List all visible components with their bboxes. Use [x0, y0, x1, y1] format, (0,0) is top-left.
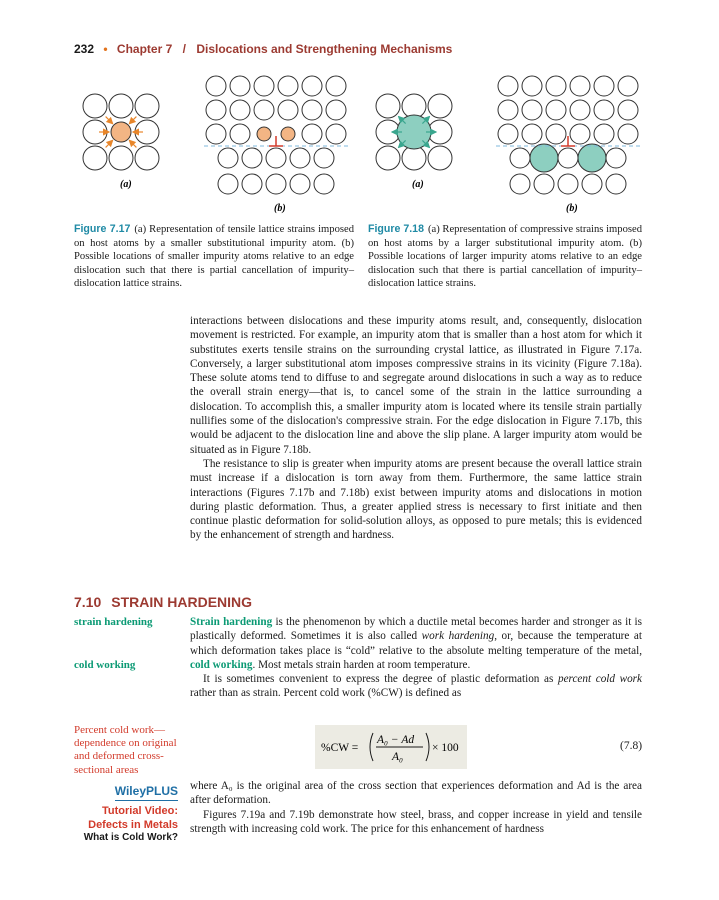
host-atom — [558, 174, 578, 194]
impurity-atom — [257, 127, 271, 141]
host-atom — [135, 94, 159, 118]
figure-7-18-caption — [368, 223, 642, 291]
host-atom — [402, 146, 426, 170]
equation-denominator: A₀ — [392, 751, 404, 763]
text-run: , or, because the temperature at which deformation takes place is “cold” relative to the absolute melting temperature of the metal, — [190, 630, 642, 657]
host-atom — [242, 174, 262, 194]
host-atom — [326, 76, 346, 96]
impurity-atom — [530, 144, 558, 172]
margin-term-strain-hardening: strain hardening — [74, 616, 153, 628]
tutorial-question: What is Cold Work? — [83, 832, 178, 843]
host-atom — [618, 100, 638, 120]
figure-7-18a-diagram — [376, 94, 452, 170]
host-atom — [594, 124, 614, 144]
figure-7-17b-diagram — [204, 76, 348, 194]
strain-hardening-paragraph — [190, 615, 642, 672]
strain-arrow — [129, 117, 136, 124]
host-atom — [302, 124, 322, 144]
text-run: It is sometimes convenient to express the degree of plastic deformation as — [203, 673, 558, 686]
equation-number: (7.8) — [620, 740, 643, 752]
host-atom — [522, 124, 542, 144]
host-atom — [510, 174, 530, 194]
right-paren — [426, 733, 429, 761]
host-atom — [206, 124, 226, 144]
host-atom — [428, 94, 452, 118]
host-atom — [290, 148, 310, 168]
percent-cw-paragraph — [190, 672, 642, 701]
host-atom — [402, 94, 426, 118]
host-atom — [314, 174, 334, 194]
host-atom — [206, 100, 226, 120]
text-run: is the phenomenon by which a ductile metal becomes harder and stronger as it is plastically deformed. Sometimes it is also called — [190, 616, 643, 643]
area-definition-paragraph: where A₀ is the original area of the cross section that experiences deformation and Ad is the area after deformation. — [190, 780, 642, 807]
host-atom — [618, 124, 638, 144]
host-atom — [230, 76, 250, 96]
host-atom — [302, 76, 322, 96]
host-atom — [570, 76, 590, 96]
strain-arrow — [106, 117, 113, 124]
equation-box — [315, 725, 467, 769]
host-atom — [606, 148, 626, 168]
term-work-hardening: work hardening — [421, 630, 495, 643]
paragraph-2: The resistance to slip is greater when impurity atoms are present because the overall lattice strain must increase if a dislocation is torn away from them. Furthermore, the same lattice strain interactions (Figures 7.17b and 7.18b) exist between impurity atoms and dislocations in motion during plastic deformation. Thus, a greater applied stress is necessary to first initiate and then continue plastic deformation for solid-solution alloys, as opposed to pure metals; this is evidenced by the enhancement of strength and hardness. — [190, 457, 642, 542]
host-atom — [498, 124, 518, 144]
host-atom — [83, 146, 107, 170]
figure-7-18-caption-text: (a) Representation of compressive strains imposed on host atoms by a larger substitutional impurity atom. (b) Possible locations of larger impurity atoms relative to an edge dislocation such that there is partial cancellation of impurity–dislocation lattice strains. — [368, 224, 642, 290]
figure-7-18-label: Figure 7.18 — [368, 223, 424, 235]
term-cold-working: cold working — [190, 658, 253, 671]
host-atom — [546, 76, 566, 96]
host-atom — [242, 148, 262, 168]
host-atom — [510, 148, 530, 168]
host-atom — [302, 100, 322, 120]
impurity-atom — [111, 122, 131, 142]
figure-7-19-paragraph: Figures 7.19a and 7.19b demonstrate how steel, brass, and copper increase in yield and tensile strength with increasing cold work. The price for this enhancement of hardness — [190, 808, 642, 835]
figure-7-18b-diagram — [496, 76, 640, 194]
equation-numerator: A₀ − Ad — [377, 734, 415, 746]
host-atom — [522, 76, 542, 96]
figure-7-17a-diagram — [83, 94, 159, 170]
chapter-title: Dislocations and Strengthening Mechanisms — [196, 42, 453, 56]
wileyplus-sidebar — [74, 782, 178, 843]
host-atom — [83, 94, 107, 118]
body-section-solid-solution — [190, 314, 642, 543]
host-atom — [570, 100, 590, 120]
panel-label-718b: (b) — [566, 203, 578, 214]
tutorial-video-link[interactable] — [74, 804, 178, 832]
host-atom — [534, 174, 554, 194]
host-atom — [326, 100, 346, 120]
host-atom — [230, 100, 250, 120]
host-atom — [606, 174, 626, 194]
equation-multiplier: × 100 — [432, 742, 459, 754]
body-section-strain-hardening — [190, 615, 642, 701]
impurity-atom — [281, 127, 295, 141]
panel-label-717b: (b) — [274, 203, 286, 214]
host-atom — [206, 76, 226, 96]
host-atom — [570, 124, 590, 144]
section-title: STRAIN HARDENING — [111, 594, 253, 610]
section-heading — [74, 594, 252, 610]
host-atom — [558, 148, 578, 168]
host-atom — [278, 76, 298, 96]
host-atom — [546, 124, 566, 144]
figure-7-17-caption-text: (a) Representation of tensile lattice strains imposed on host atoms by a smaller substitutional impurity atom. (b) Possible locations of smaller impurity atoms relative to an edge dislocation such that there is partial cancellation of impurity–dislocation lattice strains. — [74, 224, 354, 290]
host-atom — [290, 174, 310, 194]
host-atom — [218, 174, 238, 194]
tutorial-topic: Defects in Metals — [88, 819, 178, 831]
header-bullet: • — [103, 42, 108, 56]
section-number: 7.10 — [74, 594, 102, 610]
term-strain-hardening: Strain hardening — [190, 616, 273, 628]
strain-arrow — [129, 140, 136, 147]
host-atom — [618, 76, 638, 96]
equation-7-8 — [315, 725, 467, 769]
figures-7-17-7-18 — [0, 0, 719, 220]
paragraph-1: interactions between dislocations and these impurity atoms result, and, consequently, dislocation movement is restricted. For example, an impurity atom that is smaller than a host atom for which it substitutes exerts tensile strains on the surrounding crystal lattice, as illustrated in Figure 7.17a. Conversely, a larger substitutional atom imposes compressive strains in its vicinity (Figure 7.18a). These solute atoms tend to diffuse to and segregate around dislocations in such a way as to reduce the overall strain energy—that is, to cancel some of the strain in the lattice surrounding a dislocation. To accomplish this, a smaller impurity atom is located where its tensile strain partially nullifies some of the dislocation's compressive strain. For the edge dislocation in Figure 7.17b, this would be adjacent to the dislocation line and above the slip plane. A larger impurity atom would be situated as in Figure 7.18b. — [190, 315, 642, 456]
host-atom — [109, 146, 133, 170]
host-atom — [109, 94, 133, 118]
text-run: rather than as strain. Percent cold work (%CW) is defined as — [190, 687, 462, 700]
impurity-atom — [578, 144, 606, 172]
equation-lhs: %CW = — [321, 742, 359, 754]
host-atom — [498, 100, 518, 120]
host-atom — [428, 146, 452, 170]
host-atom — [594, 100, 614, 120]
host-atom — [546, 100, 566, 120]
wileyplus-logo: WileyPLUS — [115, 784, 178, 801]
body-after-equation — [190, 779, 642, 836]
margin-note-percent-cold-work: Percent cold work—dependence on original and deformed cross-sectional areas — [74, 724, 177, 776]
host-atom — [135, 146, 159, 170]
host-atom — [266, 148, 286, 168]
margin-term-cold-working: cold working — [74, 659, 136, 671]
host-atom — [278, 100, 298, 120]
host-atom — [266, 174, 286, 194]
panel-label-717a: (a) — [120, 179, 132, 190]
figure-7-17-caption — [74, 223, 354, 291]
tutorial-label: Tutorial Video: — [102, 805, 178, 817]
strain-arrow — [106, 140, 113, 147]
host-atom — [218, 148, 238, 168]
host-atom — [582, 174, 602, 194]
host-atom — [326, 124, 346, 144]
host-atom — [254, 76, 274, 96]
term-percent-cold-work: percent cold work — [557, 673, 642, 686]
host-atom — [376, 146, 400, 170]
host-atom — [522, 100, 542, 120]
host-atom — [594, 76, 614, 96]
header-separator: / — [182, 42, 186, 56]
figure-7-17-label: Figure 7.17 — [74, 223, 131, 235]
panel-label-718a: (a) — [412, 179, 424, 190]
host-atom — [254, 100, 274, 120]
host-atom — [376, 94, 400, 118]
text-run: . Most metals strain harden at room temperature. — [252, 658, 471, 671]
chapter-label: Chapter 7 — [116, 42, 173, 56]
host-atom — [498, 76, 518, 96]
host-atom — [230, 124, 250, 144]
left-paren — [370, 733, 373, 761]
host-atom — [314, 148, 334, 168]
page-number: 232 — [74, 42, 95, 56]
